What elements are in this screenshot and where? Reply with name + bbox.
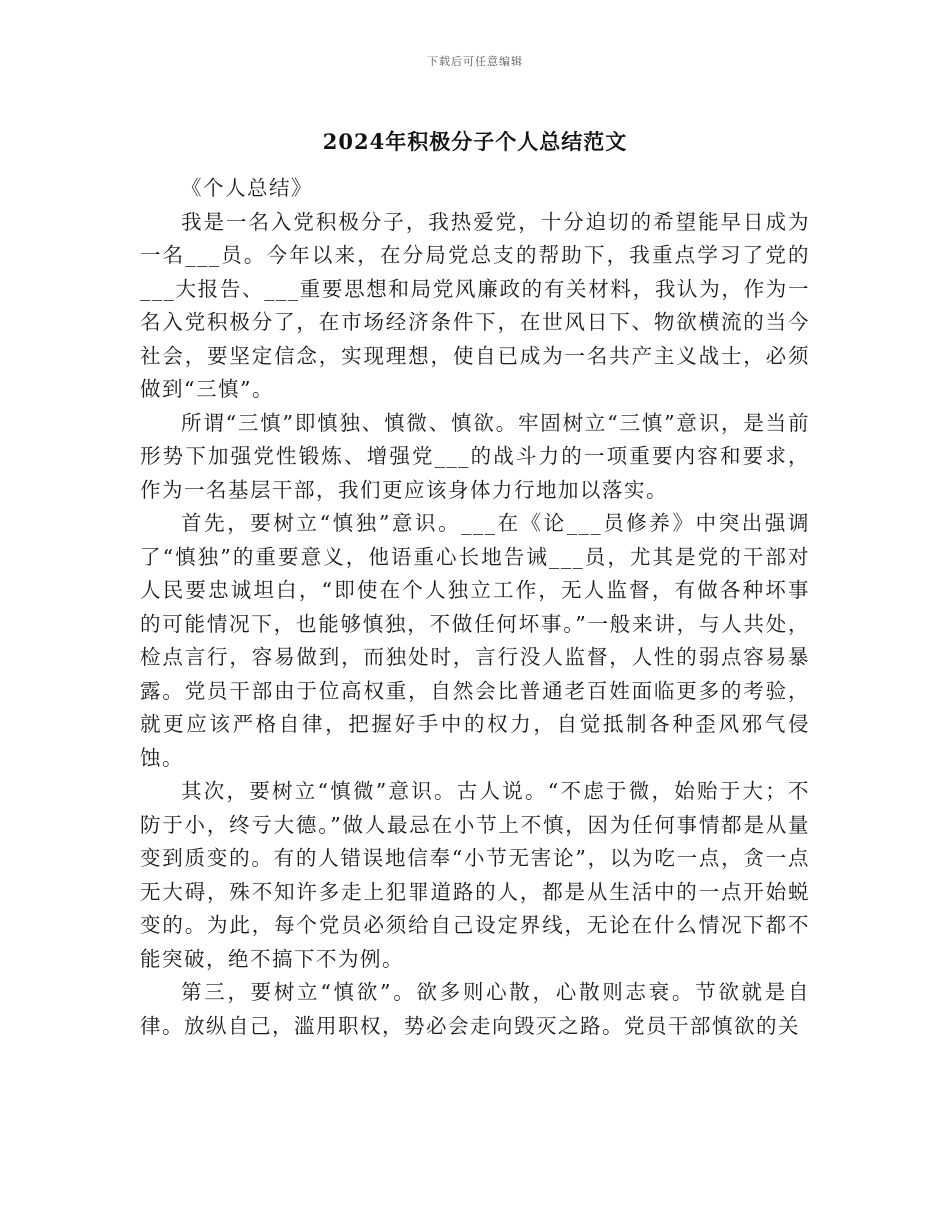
header-note: 下载后可任意编辑 [427, 55, 523, 68]
paragraph-heading: 《个人总结》 [181, 176, 313, 200]
document-title: 2024年积极分子个人总结范文 [322, 129, 628, 154]
paragraph: 第三，要树立“慎欲”。欲多则心散，心散则志衰。节欲就是自律。放纵自己，滥用职权，势必会走向毁灭之路。党员干部慎欲的关 [140, 980, 810, 1038]
paragraph: 其次，要树立“慎微”意识。古人说。“不虑于微，始贻于大；不防于小，终亏大德。”做人最忌在小节上不慎，因为任何事情都是从量变到质变的。有的人错误地信奉“小节无害论”，以为吃一点，贪一点无大碍，殊不知许多走上犯罪道路的人，都是从生活中的一点开始蜕变的。为此，每个党员必须给自己设定界线，无论在什么情况下都不能突破，绝不搞下不为例。 [140, 779, 810, 971]
paragraph: 首先，要树立“慎独”意识。___在《论___员修养》中突出强调了“慎独”的重要意义，他语重心长地告诫___员，尤其是党的干部对人民要忠诚坦白，“即使在个人独立工作，无人监督，有做各种坏事的可能情况下，也能够慎独，不做任何坏事。”一般来讲，与人共处，检点言行，容易做到，而独处时，言行没人监督，人性的弱点容易暴露。党员干部由于位高权重，自然会比普通老百姓面临更多的考验，就更应该严格自律，把握好手中的权力，自觉抵制各种歪风邪气侵蚀。 [140, 511, 810, 770]
document-body [140, 172, 810, 1043]
paragraph: 我是一名入党积极分子，我热爱党，十分迫切的希望能早日成为一名___员。今年以来，在分局党总支的帮助下，我重点学习了党的___大报告、___重要思想和局党风廉政的有关材料，我认为，作为一名入党积极分了，在市场经济条件下，在世风日下、物欲横流的当今社会，要坚定信念，实现理想，使自已成为一名共产主义战士，必须做到“三慎”。 [140, 209, 810, 401]
paragraph: 所谓“三慎”即慎独、慎微、慎欲。牢固树立“三慎”意识，是当前形势下加强党性锻炼、增强党___的战斗力的一项重要内容和要求，作为一名基层干部，我们更应该身体力行地加以落实。 [140, 410, 810, 502]
